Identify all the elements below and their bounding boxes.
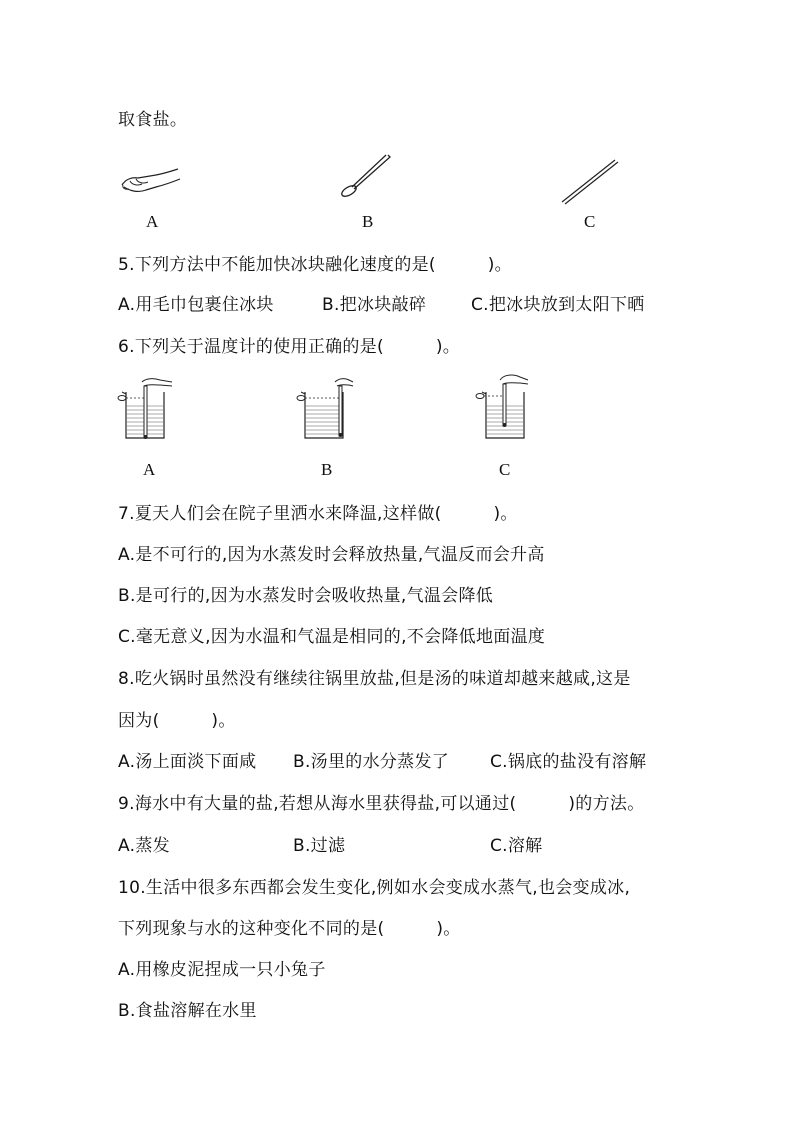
q7-option-a[interactable]: A.是不可行的,因为水蒸发时会释放热量,气温反而会升高 — [118, 545, 545, 565]
q6-label-a: A — [143, 460, 156, 479]
q4-label-c: C — [584, 212, 596, 231]
q10-stem-line1: 10.生活中很多东西都会发生变化,例如水会变成水蒸气,也会变成冰, — [118, 878, 631, 898]
q5-option-b[interactable]: B.把冰块敲碎 — [322, 295, 427, 315]
q4-continuation: 取食盐。 — [118, 110, 188, 130]
q5-stem: 5.下列方法中不能加快冰块融化速度的是( )。 — [118, 255, 512, 275]
q6-stem: 6.下列关于温度计的使用正确的是( )。 — [118, 337, 461, 357]
beaker-thermometer-icon-b — [295, 376, 355, 442]
q10-option-a[interactable]: A.用橡皮泥捏成一只小兔子 — [118, 960, 326, 980]
q10-stem-line2: 下列现象与水的这种变化不同的是( )。 — [118, 919, 461, 939]
q10-option-b[interactable]: B.食盐溶解在水里 — [118, 1001, 257, 1021]
q7-stem: 7.夏天人们会在院子里洒水来降温,这样做( )。 — [118, 504, 518, 524]
q6-label-c: C — [499, 460, 511, 479]
q8-stem-line1: 8.吃火锅时虽然没有继续往锅里放盐,但是汤的味道却越来越咸,这是 — [118, 669, 631, 689]
q8-option-a[interactable]: A.汤上面淡下面咸 — [118, 752, 257, 772]
q8-stem-line2: 因为( )。 — [118, 711, 236, 731]
spoon-icon — [340, 153, 396, 199]
hand-pinch-icon — [120, 165, 182, 197]
q4-label-a: A — [146, 212, 159, 231]
q9-option-b[interactable]: B.过滤 — [293, 836, 346, 856]
q7-option-c[interactable]: C.毫无意义,因为水温和气温是相同的,不会降低地面温度 — [118, 627, 546, 647]
beaker-thermometer-icon-c — [472, 372, 532, 442]
beaker-thermometer-icon-a — [116, 376, 176, 442]
q9-option-a[interactable]: A.蒸发 — [118, 836, 170, 856]
glass-rod-icon — [560, 158, 620, 206]
q5-option-c[interactable]: C.把冰块放到太阳下晒 — [471, 295, 645, 315]
q6-label-b: B — [321, 460, 333, 479]
q4-label-b: B — [362, 212, 374, 231]
q8-option-b[interactable]: B.汤里的水分蒸发了 — [293, 752, 450, 772]
q8-option-c[interactable]: C.锅底的盐没有溶解 — [490, 752, 647, 772]
q9-stem: 9.海水中有大量的盐,若想从海水里获得盐,可以通过( )的方法。 — [118, 794, 645, 814]
q5-option-a[interactable]: A.用毛巾包裹住冰块 — [118, 295, 274, 315]
q7-option-b[interactable]: B.是可行的,因为水蒸发时会吸收热量,气温会降低 — [118, 586, 494, 606]
q9-option-c[interactable]: C.溶解 — [490, 836, 543, 856]
